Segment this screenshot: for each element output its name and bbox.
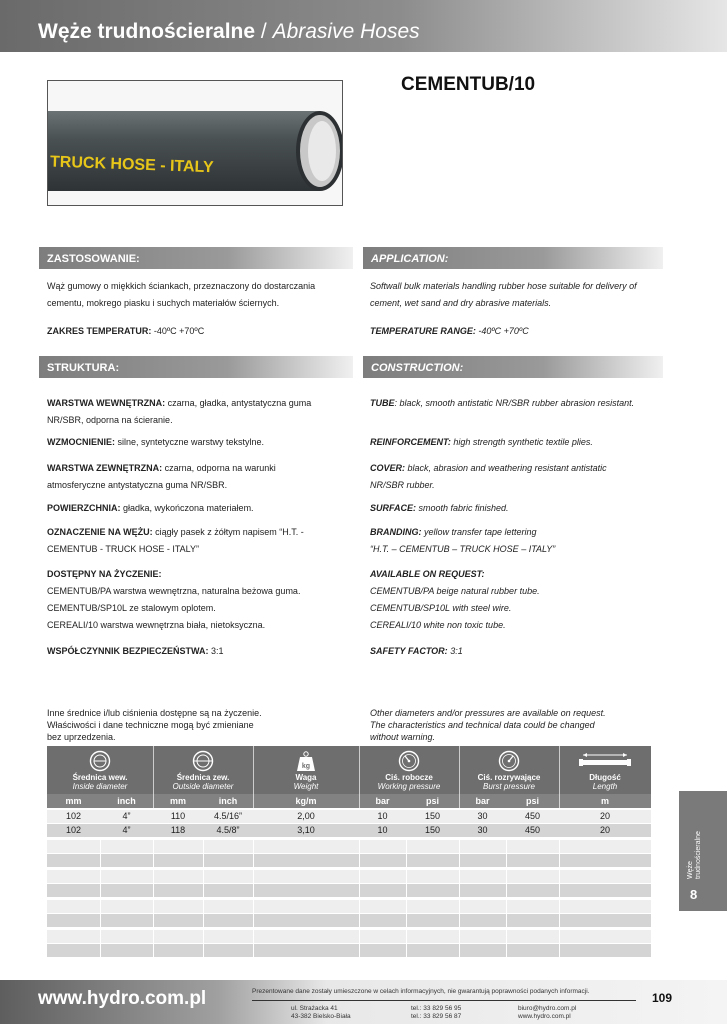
cell-burst-psi: 450 bbox=[524, 811, 541, 821]
surface-text-pl: gładka, wykończona materiałem. bbox=[120, 503, 254, 513]
reinforcement-label-en: REINFORCEMENT: bbox=[370, 437, 451, 447]
surface-text-en: smooth fabric finished. bbox=[416, 503, 509, 513]
product-photo bbox=[47, 80, 343, 206]
cell-outside-inch: 4.5/8” bbox=[216, 825, 240, 835]
address bbox=[291, 1005, 351, 1021]
header-divider bbox=[153, 746, 154, 808]
product-code: CEMENTUB/10 bbox=[401, 74, 536, 95]
title-english: Abrasive Hoses bbox=[272, 20, 420, 43]
chapter-number: 8 bbox=[690, 887, 698, 902]
cell-burst-psi: 450 bbox=[524, 825, 541, 835]
hose-image bbox=[48, 81, 343, 206]
tube-text-pl-line2: NR/SBR, odporna na ścieranie. bbox=[47, 415, 173, 425]
cover-text-pl: czarna, odporna na warunki bbox=[162, 463, 276, 473]
application-en-line1: Softwall bulk materials handling rubber hose suitable for delivery of bbox=[370, 281, 637, 291]
note-en-line1: Other diameters and/or pressures are available on request. bbox=[370, 708, 606, 718]
application-en-line2: cement, wet sand and dry abrasive materials. bbox=[370, 298, 552, 308]
cell-inside-inch: 4” bbox=[122, 811, 131, 821]
grid-line bbox=[459, 840, 460, 958]
safety-factor-pl bbox=[47, 643, 347, 660]
unit-burst-bar: bar bbox=[475, 796, 490, 806]
footer-divider bbox=[252, 1000, 636, 1001]
address-line2: 43-382 Bielsko-Biała bbox=[291, 1013, 351, 1020]
chapter-tab-label bbox=[687, 831, 703, 879]
phone-numbers bbox=[411, 1005, 461, 1021]
hose-length-icon bbox=[577, 750, 633, 772]
request-line3-en: CEREALI/10 white non toxic tube. bbox=[370, 620, 506, 630]
weight-icon-text: kg bbox=[301, 763, 311, 770]
unit-working-bar: bar bbox=[375, 796, 390, 806]
surface-label-pl: POWIERZCHNIA: bbox=[47, 503, 121, 513]
cell-inside-inch: 4” bbox=[122, 825, 131, 835]
safety-value-pl: 3:1 bbox=[208, 646, 224, 656]
cell-inside-mm: 102 bbox=[65, 811, 82, 821]
contact-links bbox=[518, 1005, 576, 1021]
page-number: 109 bbox=[652, 991, 673, 1005]
header-length-en: Length bbox=[592, 782, 618, 791]
surface-pl bbox=[47, 500, 347, 517]
branding-label-en: BRANDING: bbox=[370, 527, 422, 537]
table-row-empty bbox=[47, 914, 651, 927]
unit-length: m bbox=[600, 796, 609, 806]
safety-factor-en bbox=[370, 643, 670, 660]
note-pl-line1: Inne średnice i/lub ciśnienia dostępne są na życzenie. bbox=[47, 708, 262, 718]
header-weight-en: Weight bbox=[293, 782, 319, 791]
cell-burst-bar: 30 bbox=[477, 825, 488, 835]
grid-line bbox=[359, 840, 360, 958]
unit-working-psi: psi bbox=[425, 796, 439, 806]
cover-text-en: black, abrasion and weathering resistant antistatic bbox=[405, 463, 607, 473]
header-divider bbox=[459, 746, 460, 808]
surface-en bbox=[370, 500, 670, 517]
weight-icon bbox=[295, 750, 317, 772]
unit-outside-inch: inch bbox=[218, 796, 238, 806]
website-link[interactable]: www.hydro.com.pl bbox=[38, 988, 207, 1009]
application-pl-line1: Wąż gumowy o miękkich ściankach, przeznaczony do dostarczania bbox=[47, 281, 316, 291]
reinforcement-text-en: high strength synthetic textile plies. bbox=[450, 437, 593, 447]
header-working-pressure-en: Working pressure bbox=[377, 782, 441, 791]
safety-value-en: 3:1 bbox=[447, 646, 463, 656]
request-line1-pl: CEMENTUB/PA warstwa wewnętrzna, naturalna beżowa guma. bbox=[47, 586, 301, 596]
cover-en bbox=[370, 460, 670, 494]
section-heading-zastosowanie: ZASTOSOWANIE: bbox=[39, 247, 353, 269]
safety-label-en: SAFETY FACTOR: bbox=[370, 646, 448, 656]
header-length-pl: Długość bbox=[589, 773, 621, 782]
branding-text-en-line2: “H.T. – CEMENTUB – TRUCK HOSE – ITALY” bbox=[370, 544, 556, 554]
section-heading-application: APPLICATION: bbox=[363, 247, 663, 269]
grid-line bbox=[559, 840, 560, 958]
table-row-empty bbox=[47, 840, 651, 853]
availability-note-pl bbox=[47, 707, 347, 743]
available-on-request-en bbox=[370, 566, 670, 634]
cell-outside-mm: 110 bbox=[170, 811, 186, 821]
header-weight-pl: Waga bbox=[295, 773, 317, 782]
chapter-tab bbox=[679, 791, 727, 911]
header-outside-diameter-pl: Średnica zew. bbox=[176, 773, 230, 782]
table-row bbox=[47, 810, 651, 823]
tube-en bbox=[370, 395, 670, 412]
branding-en bbox=[370, 524, 670, 558]
outside-diameter-icon bbox=[192, 750, 214, 772]
request-line2-pl: CEMENTUB/SP10L ze stalowym oplotem. bbox=[47, 603, 216, 613]
table-row-empty bbox=[47, 854, 651, 867]
tube-label-pl: WARSTWA WEWNĘTRZNA: bbox=[47, 398, 166, 408]
note-en-line2: The characteristics and technical data could be changed bbox=[370, 720, 595, 730]
header-divider bbox=[359, 746, 360, 808]
temperature-value-pl: -40ºC +70ºC bbox=[151, 326, 205, 336]
address-line1: ul. Strażacka 41 bbox=[291, 1005, 338, 1012]
header-inside-diameter bbox=[47, 746, 153, 794]
cell-working-psi: 150 bbox=[424, 811, 441, 821]
cover-text-pl-line2: atmosferyczne antystatyczna guma NR/SBR. bbox=[47, 480, 228, 490]
chapter-tab-line2: trudnościeralne bbox=[695, 831, 702, 879]
cell-burst-bar: 30 bbox=[477, 811, 488, 821]
header-burst-pressure-en: Burst pressure bbox=[482, 782, 536, 791]
note-pl-line3: bez uprzedzenia. bbox=[47, 732, 116, 742]
temperature-label-en: TEMPERATURE RANGE: bbox=[370, 326, 476, 336]
title-separator: / bbox=[255, 20, 273, 43]
surface-label-en: SURFACE: bbox=[370, 503, 417, 513]
unit-inside-mm: mm bbox=[65, 796, 82, 806]
phone-1: tel.: 33 829 56 95 bbox=[411, 1005, 462, 1012]
cover-label-en: COVER: bbox=[370, 463, 406, 473]
disclaimer: Prezentowane dane zostały umieszczone w celach informacyjnych, nie gwarantują poprawności podanych informacji. bbox=[252, 988, 590, 995]
reinforcement-en bbox=[370, 434, 670, 451]
header-weight bbox=[253, 746, 359, 794]
table-row-empty bbox=[47, 900, 651, 913]
header-bar bbox=[0, 0, 727, 52]
branding-label-pl: OZNACZENIE NA WĘŻU: bbox=[47, 527, 153, 537]
application-text-pl bbox=[47, 278, 347, 312]
table-row-empty bbox=[47, 870, 651, 883]
phone-2: tel.: 33 829 56 87 bbox=[411, 1013, 462, 1020]
burst-pressure-gauge-icon bbox=[498, 750, 520, 772]
cell-inside-mm: 102 bbox=[65, 825, 82, 835]
inside-diameter-icon bbox=[89, 750, 111, 772]
request-label-en: AVAILABLE ON REQUEST: bbox=[370, 569, 485, 579]
availability-note-en bbox=[370, 707, 670, 743]
table-row-empty bbox=[47, 930, 651, 943]
footer-bar bbox=[0, 980, 727, 1024]
reinforcement-pl bbox=[47, 434, 347, 451]
tube-pl bbox=[47, 395, 347, 429]
grid-line bbox=[203, 840, 204, 958]
grid-line bbox=[406, 840, 407, 958]
reinforcement-label-pl: WZMOCNIENIE: bbox=[47, 437, 115, 447]
cover-label-pl: WARSTWA ZEWNĘTRZNA: bbox=[47, 463, 163, 473]
tube-text-en: : black, smooth antistatic NR/SBR rubber abrasion resistant. bbox=[394, 398, 635, 408]
grid-line bbox=[506, 840, 507, 958]
table-row bbox=[47, 824, 651, 837]
request-line3-pl: CEREALI/10 warstwa wewnętrzna biała, nietoksyczna. bbox=[47, 620, 266, 630]
application-text-en bbox=[370, 278, 670, 312]
unit-outside-mm: mm bbox=[169, 796, 186, 806]
cell-weight: 2,00 bbox=[297, 811, 315, 821]
cell-length: 20 bbox=[599, 825, 610, 835]
hose-print-text: TRUCK HOSE - ITALY bbox=[49, 153, 214, 177]
header-burst-pressure bbox=[459, 746, 559, 794]
available-on-request-pl bbox=[47, 566, 347, 634]
unit-weight: kg/m bbox=[295, 796, 317, 806]
branding-pl bbox=[47, 524, 347, 558]
unit-inside-inch: inch bbox=[117, 796, 136, 806]
web-link[interactable]: www.hydro.com.pl bbox=[518, 1013, 571, 1020]
note-pl-line2: Właściwości i dane techniczne mogą być zmieniane bbox=[47, 720, 254, 730]
cell-outside-inch: 4.5/16” bbox=[213, 811, 243, 821]
cell-working-bar: 10 bbox=[377, 825, 388, 835]
header-working-pressure-pl: Ciś. robocze bbox=[385, 773, 433, 782]
reinforcement-text-pl: silne, syntetyczne warstwy tekstylne. bbox=[115, 437, 265, 447]
temperature-range-pl bbox=[47, 323, 347, 340]
temperature-range-en bbox=[370, 323, 670, 340]
header-inside-diameter-pl: Średnica wew. bbox=[72, 773, 128, 782]
header-burst-pressure-pl: Ciś. rozrywające bbox=[477, 773, 541, 782]
chapter-tab-line1: Węże bbox=[687, 861, 694, 879]
table-row-empty bbox=[47, 944, 651, 957]
header-outside-diameter bbox=[153, 746, 253, 794]
unit-burst-psi: psi bbox=[525, 796, 539, 806]
title-polish: Węże trudnościeralne bbox=[38, 20, 256, 43]
request-label-pl: DOSTĘPNY NA ŻYCZENIE: bbox=[47, 569, 162, 579]
working-pressure-gauge-icon bbox=[398, 750, 420, 772]
email-link[interactable]: biuro@hydro.com.pl bbox=[518, 1005, 577, 1012]
header-inside-diameter-en: Inside diameter bbox=[72, 782, 128, 791]
cover-pl bbox=[47, 460, 347, 494]
header-length bbox=[559, 746, 651, 794]
header-divider bbox=[559, 746, 560, 808]
page-title bbox=[38, 20, 420, 44]
temperature-label-pl: ZAKRES TEMPERATUR: bbox=[47, 326, 152, 336]
temperature-value-en: -40ºC +70ºC bbox=[475, 326, 529, 336]
branding-text-pl-line2: CEMENTUB - TRUCK HOSE - ITALY” bbox=[47, 544, 200, 554]
branding-text-en: yellow transfer tape lettering bbox=[421, 527, 537, 537]
grid-line bbox=[100, 840, 101, 958]
cell-working-bar: 10 bbox=[377, 811, 388, 821]
note-en-line3: without warning. bbox=[370, 732, 436, 742]
request-line1-en: CEMENTUB/PA beige natural rubber tube. bbox=[370, 586, 540, 596]
header-outside-diameter-en: Outside diameter bbox=[172, 782, 234, 791]
cell-working-psi: 150 bbox=[424, 825, 441, 835]
cell-outside-mm: 118 bbox=[170, 825, 186, 835]
request-line2-en: CEMENTUB/SP10L with steel wire. bbox=[370, 603, 512, 613]
header-divider bbox=[253, 746, 254, 808]
grid-line bbox=[253, 840, 254, 958]
cell-length: 20 bbox=[599, 811, 610, 821]
safety-label-pl: WSPÓŁCZYNNIK BEZPIECZEŃSTWA: bbox=[47, 646, 209, 656]
section-heading-construction: CONSTRUCTION: bbox=[363, 356, 663, 378]
cover-text-en-line2: NR/SBR rubber. bbox=[370, 480, 435, 490]
header-working-pressure bbox=[359, 746, 459, 794]
tube-text-pl: czarna, gładka, antystatyczna guma bbox=[165, 398, 312, 408]
section-heading-struktura: STRUKTURA: bbox=[39, 356, 353, 378]
branding-text-pl: ciągły pasek z żółtym napisem “H.T. - bbox=[152, 527, 304, 537]
grid-line bbox=[153, 840, 154, 958]
application-pl-line2: cementu, mokrego piasku i suchych materiałów ściernych. bbox=[47, 298, 280, 308]
cell-weight: 3,10 bbox=[297, 825, 315, 835]
tube-label-en: TUBE bbox=[370, 398, 395, 408]
table-row-empty bbox=[47, 884, 651, 897]
